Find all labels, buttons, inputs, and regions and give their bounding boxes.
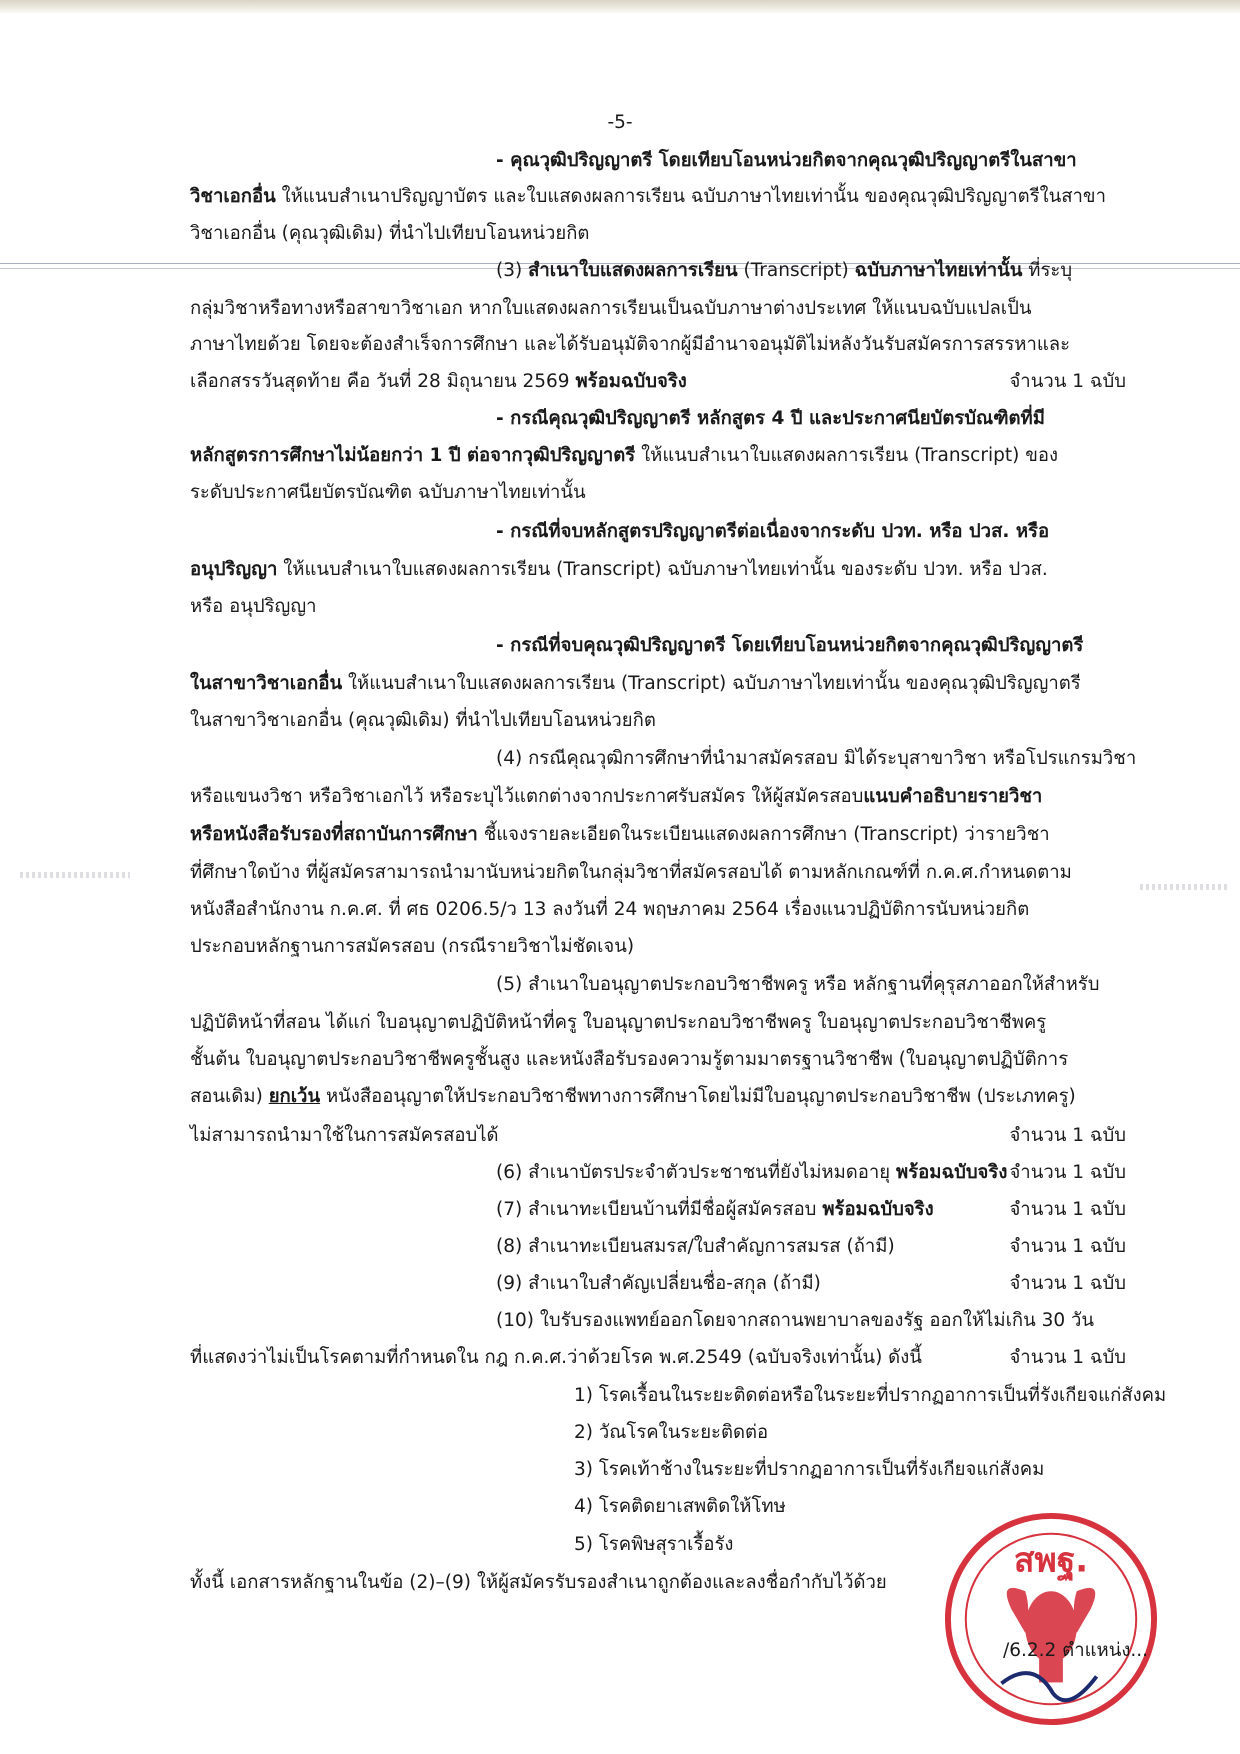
text-segment: - กรณีที่จบคุณวุฒิปริญญาตรี โดยเทียบโอนหน่วยกิตจากคุณวุฒิปริญญาตรี [496, 635, 1084, 656]
text-segment: ให้แนบสำเนาใบแสดงผลการเรียน (Transcript) ฉบับภาษาไทยเท่านั้น ของคุณวุฒิปริญญาตรี [342, 673, 1081, 694]
text-line [574, 1455, 1044, 1485]
text-segment: ปฏิบัติหน้าที่สอน ได้แก่ ใบอนุญาตปฏิบัติหน้าที่ครู ใบอนุญาตประกอบวิชาชีพครู ใบอนุญาตประกอบวิชาชีพครู [190, 1012, 1047, 1033]
seal-label: สพฐ. [1013, 1540, 1089, 1580]
text-segment: (6) สำเนาบัตรประจำตัวประชาชนที่ยังไม่หมดอายุ [496, 1162, 897, 1183]
text-segment: พร้อมฉบับจริง [822, 1199, 934, 1220]
text-segment: สอนเดิม) [190, 1086, 269, 1107]
text-segment: วิชาเอกอื่น (คุณวุฒิเดิม) ที่นำไปเทียบโอนหน่วยกิต [190, 223, 590, 244]
text-segment: (7) สำเนาทะเบียนบ้านที่มีชื่อผู้สมัครสอบ [496, 1199, 823, 1220]
text-segment: ยกเว้น [268, 1086, 321, 1107]
text-line [190, 219, 589, 249]
text-segment: 3) โรคเท้าช้างในระยะที่ปรากฏอาการเป็นที่รังเกียจแก่สังคม [574, 1459, 1045, 1480]
text-line [190, 1082, 1076, 1112]
text-segment: (Transcript) [737, 260, 855, 281]
text-segment: ชี้แจงรายละเอียดในระเบียนแสดงผลการศึกษา (Transcript) ว่ารายวิชา [477, 824, 1050, 845]
text-segment: 4) โรคติดยาเสพติดให้โทษ [574, 1496, 786, 1517]
text-segment: กลุ่มวิชาหรือทางหรือสาขาวิชาเอก หากใบแสดงผลการเรียนเป็นฉบับภาษาต่างประเทศ ให้แนบฉบับแปลเป็น [190, 298, 1032, 319]
text-segment: หรือหนังสือรับรองที่สถาบันการศึกษา [190, 824, 478, 845]
text-segment: (9) สำเนาใบสำคัญเปลี่ยนชื่อ-สกุล (ถ้ามี) [496, 1273, 821, 1294]
text-segment: (10) ใบรับรองแพทย์ออกโดยจากสถานพยาบาลของรัฐ ออกให้ไม่เกิน 30 วัน [496, 1310, 1095, 1331]
text-line [190, 1045, 1068, 1075]
text-segment: ชั้นต้น ใบอนุญาตประกอบวิชาชีพครูชั้นสูง และหนังสือรับรองความรู้ตามมาตรฐานวิชาชีพ (ใบอนุญาตปฏิบัติการ [190, 1049, 1069, 1070]
text-line [190, 294, 1032, 324]
copy-count: จำนวน 1 ฉบับ [1009, 1236, 1126, 1257]
page-number: -5- [607, 112, 633, 133]
copy-count: จำนวน 1 ฉบับ [1009, 1199, 1126, 1220]
text-line [574, 1530, 733, 1560]
text-line [190, 592, 316, 622]
copy-count: จำนวน 1 ฉบับ [1009, 1347, 1126, 1368]
text-line [190, 820, 1050, 850]
text-segment: ที่ศึกษาใดบ้าง ที่ผู้สมัครสามารถนำมานับหน่วยกิตในกลุ่มวิชาที่สมัครสอบได้ ตามหลักเกณฑ์ที่ ก.ค.ศ.กำหนดตาม [190, 862, 1072, 883]
text-line [190, 555, 1048, 585]
text-line [496, 1232, 895, 1262]
text-segment: แนบคำอธิบายรายวิชา [863, 786, 1043, 807]
scan-artifact [1140, 884, 1230, 890]
scan-edge [0, 0, 1240, 14]
text-segment: ให้แนบสำเนาใบแสดงผลการเรียน (Transcript) ของ [635, 445, 1058, 466]
text-segment: ทั้งนี้ เอกสารหลักฐานในข้อ (2)–(9) ให้ผู้สมัครรับรองสำเนาถูกต้องและลงชื่อกำกับไว้ด้วย [190, 1572, 887, 1593]
copy-count: จำนวน 1 ฉบับ [1009, 371, 1126, 392]
text-segment: ในสาขาวิชาเอกอื่น [190, 673, 343, 694]
text-line [496, 1269, 821, 1299]
text-segment: หนังสือสำนักงาน ก.ค.ศ. ที่ ศธ 0206.5/ว 13 ลงวันที่ 24 พฤษภาคม 2564 เรื่องแนวปฏิบัติการนับหน่วยกิต [190, 899, 1030, 920]
continuation-note: /6.2.2 ตำแหน่ง... [1003, 1640, 1149, 1661]
text-line [190, 182, 1106, 212]
text-segment: หนังสืออนุญาตให้ประกอบวิชาชีพทางการศึกษาโดยไม่มีใบอนุญาตประกอบวิชาชีพ (ประเภทครู) [320, 1086, 1076, 1107]
text-segment: - กรณีคุณวุฒิปริญญาตรี หลักสูตร 4 ปี และประกาศนียบัตรบัณฑิตที่มี [496, 408, 1045, 429]
copy-count: จำนวน 1 ฉบับ [1009, 1125, 1126, 1146]
copy-count: จำนวน 1 ฉบับ [1009, 1273, 1126, 1294]
text-segment: วิชาเอกอื่น [190, 186, 276, 207]
text-segment: 1) โรคเรื้อนในระยะติดต่อหรือในระยะที่ปรากฏอาการเป็นที่รังเกียจแก่สังคม [574, 1385, 1167, 1406]
text-line [190, 330, 1070, 360]
text-line [190, 1121, 499, 1151]
text-segment: (4) กรณีคุณวุฒิการศึกษาที่นำมาสมัครสอบ มิได้ระบุสาขาวิชา หรือโปรแกรมวิชา [496, 748, 1137, 769]
text-line [496, 631, 1083, 661]
text-line [190, 782, 1042, 812]
text-line [190, 1008, 1046, 1038]
text-segment: หลักสูตรการศึกษาไม่น้อยกว่า 1 ปี ต่อจากวุฒิปริญญาตรี [190, 445, 636, 466]
text-line [496, 404, 1045, 434]
text-line [190, 478, 586, 508]
text-segment: ให้แนบสำเนาใบแสดงผลการเรียน (Transcript) ฉบับภาษาไทยเท่านั้น ของระดับ ปวท. หรือ ปวส. [277, 559, 1048, 580]
text-segment: พร้อมฉบับจริง [575, 371, 687, 392]
text-line [496, 1158, 1007, 1188]
text-segment: 5) โรคพิษสุราเรื้อรัง [574, 1534, 734, 1555]
text-line [496, 970, 1099, 1000]
text-segment: ที่ระบุ [1022, 260, 1073, 281]
text-line [496, 256, 1072, 286]
copy-count: จำนวน 1 ฉบับ [1009, 1162, 1126, 1183]
scan-artifact [20, 872, 130, 878]
text-line [190, 669, 1081, 699]
text-segment: ในสาขาวิชาเอกอื่น (คุณวุฒิเดิม) ที่นำไปเทียบโอนหน่วยกิต [190, 710, 656, 731]
text-segment: สำเนาใบแสดงผลการเรียน [528, 260, 738, 281]
text-segment: ที่แสดงว่าไม่เป็นโรคตามที่กำหนดใน กฎ ก.ค.ศ.ว่าด้วยโรค พ.ศ.2549 (ฉบับจริงเท่านั้น) ดังนี้ [190, 1347, 922, 1368]
text-segment: พร้อมฉบับจริง [896, 1162, 1008, 1183]
text-line [574, 1381, 1166, 1411]
text-segment: ฉบับภาษาไทยเท่านั้น [854, 260, 1023, 281]
text-segment: (8) สำเนาทะเบียนสมรส/ใบสำคัญการสมรส (ถ้ามี) [496, 1236, 895, 1257]
text-segment: ให้แนบสำเนาปริญญาบัตร และใบแสดงผลการเรียน ฉบับภาษาไทยเท่านั้น ของคุณวุฒิปริญญาตรีในสาขา [275, 186, 1106, 207]
text-line [190, 932, 634, 962]
text-line [496, 1306, 1094, 1336]
text-segment: (3) [496, 260, 529, 281]
text-segment: (5) สำเนาใบอนุญาตประกอบวิชาชีพครู หรือ หลักฐานที่คุรุสภาออกให้สำหรับ [496, 974, 1100, 995]
text-line [190, 706, 656, 736]
text-segment: ประกอบหลักฐานการสมัครสอบ (กรณีรายวิชาไม่ชัดเจน) [190, 936, 635, 957]
text-segment: อนุปริญญา [190, 559, 278, 580]
text-line [190, 895, 1029, 925]
text-segment: - กรณีที่จบหลักสูตรปริญญาตรีต่อเนื่องจากระดับ ปวท. หรือ ปวส. หรือ [496, 521, 1050, 542]
text-segment: หรือแขนงวิชา หรือวิชาเอกไว้ หรือระบุไว้แตกต่างจากประกาศรับสมัคร ให้ผู้สมัครสอบ [190, 786, 864, 807]
text-line [190, 858, 1072, 888]
text-line [190, 441, 1058, 471]
text-line [574, 1492, 786, 1522]
text-line [190, 1343, 922, 1373]
text-segment: ระดับประกาศนียบัตรบัณฑิต ฉบับภาษาไทยเท่านั้น [190, 482, 586, 503]
text-line [190, 1568, 887, 1598]
text-segment: 2) วัณโรคในระยะติดต่อ [574, 1422, 769, 1443]
text-segment: ภาษาไทยด้วย โดยจะต้องสำเร็จการศึกษา และได้รับอนุมัติจากผู้มีอำนาจอนุมัติไม่หลังวันรับสมัครการสรรหาและ [190, 334, 1071, 355]
text-segment: หรือ อนุปริญญา [190, 596, 317, 617]
text-segment: ไม่สามารถนำมาใช้ในการสมัครสอบได้ [190, 1125, 499, 1146]
text-line [190, 367, 687, 397]
text-line [496, 517, 1049, 547]
text-line [496, 146, 1077, 176]
official-seal [942, 1510, 1160, 1728]
text-line [574, 1418, 768, 1448]
text-line [496, 1195, 934, 1225]
text-line [496, 744, 1136, 774]
text-segment: - คุณวุฒิปริญญาตรี โดยเทียบโอนหน่วยกิตจากคุณวุฒิปริญญาตรีในสาขา [496, 150, 1077, 171]
text-segment: เลือกสรรวันสุดท้าย คือ วันที่ 28 มิถุนายน 2569 [190, 371, 576, 392]
